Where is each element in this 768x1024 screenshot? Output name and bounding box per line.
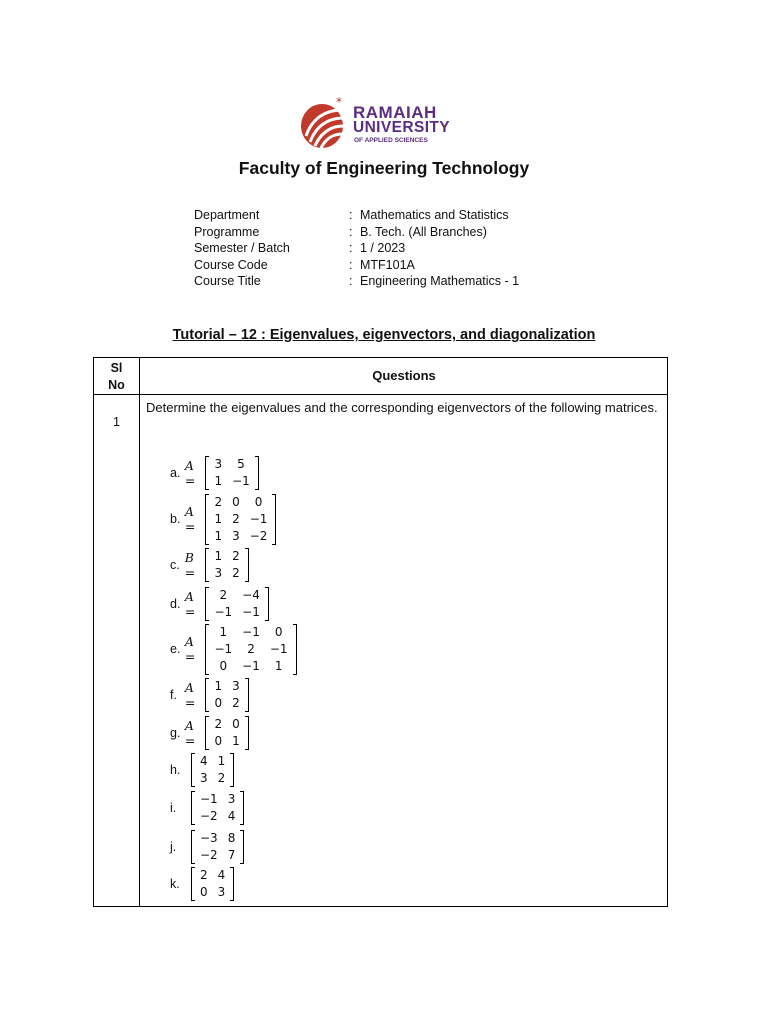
matrix-entry: 0 xyxy=(219,658,228,673)
matrix-lhs: B = xyxy=(184,550,196,580)
matrix-item xyxy=(170,548,249,582)
matrix-entry: −3 xyxy=(200,831,218,845)
item-label: j. xyxy=(170,840,177,854)
matrix-item xyxy=(170,587,269,621)
matrix-item xyxy=(170,456,259,490)
item-label: e. xyxy=(170,642,181,656)
meta-key: Semester / Batch xyxy=(194,241,290,255)
meta-key: Programme xyxy=(194,224,260,239)
matrix-entry: 8 xyxy=(227,831,236,845)
matrix-entry: −1 xyxy=(269,641,288,656)
meta-value: B. Tech. (All Branches) xyxy=(360,224,487,239)
matrix-entry: 5 xyxy=(237,457,245,471)
matrix-entry: 3 xyxy=(227,792,236,806)
course-info xyxy=(194,208,554,291)
matrix-entry: 7 xyxy=(227,848,236,862)
matrix-entry: 1 xyxy=(219,624,228,639)
matrix-entry: 3 xyxy=(214,457,223,471)
matrix-entry: 2 xyxy=(232,696,240,710)
matrix xyxy=(191,867,234,901)
meta-key: Department xyxy=(194,208,260,222)
matrix-entry: −1 xyxy=(232,474,250,488)
item-label: i. xyxy=(170,801,177,815)
matrix-entry: 2 xyxy=(232,549,240,563)
matrix-entry: 2 xyxy=(214,717,223,731)
matrix-entry: 1 xyxy=(274,658,283,673)
meta-value: 1 / 2023 xyxy=(360,241,406,255)
matrix-entry: −4 xyxy=(242,588,260,602)
questions-header: Questions xyxy=(372,368,436,383)
matrix xyxy=(205,716,248,750)
matrix-entry: 0 xyxy=(274,624,283,639)
matrix-entry: 0 xyxy=(254,494,263,509)
meta-row: Course Title : Engineering Mathematics - 1 xyxy=(194,274,520,288)
logo-line-1: RAMAIAH xyxy=(353,103,437,122)
matrix xyxy=(205,624,296,675)
matrix-entry: 2 xyxy=(217,771,226,785)
matrix-entry: 3 xyxy=(217,885,226,899)
faculty-heading: Faculty of Engineering Technology xyxy=(238,158,530,178)
matrix-entry: 2 xyxy=(247,641,255,656)
matrix xyxy=(191,791,244,825)
matrix-entry: 2 xyxy=(219,588,228,602)
item-label: g. xyxy=(170,726,181,740)
matrix-item xyxy=(170,830,244,864)
matrix-lhs: A = xyxy=(184,634,196,664)
matrix-entry: 3 xyxy=(232,679,240,693)
matrix-lhs: A = xyxy=(184,589,196,619)
matrix-entry: −1 xyxy=(249,511,268,526)
item-label: b. xyxy=(170,512,181,526)
item-label: d. xyxy=(170,597,181,611)
matrix xyxy=(191,830,244,864)
matrix-entry: 1 xyxy=(214,511,223,526)
item-label: a. xyxy=(170,466,181,480)
matrix-entry: 4 xyxy=(227,809,236,823)
matrix-item xyxy=(170,678,249,712)
item-label: k. xyxy=(170,877,180,891)
matrix-entry: −1 xyxy=(242,624,260,639)
matrix xyxy=(205,494,276,545)
matrix-entry: 3 xyxy=(214,566,223,580)
matrix-entry: 2 xyxy=(232,511,240,526)
meta-row: Department : Mathematics and Statistics xyxy=(194,208,509,222)
meta-row: Semester / Batch : 1 / 2023 xyxy=(194,241,406,255)
meta-value: MTF101A xyxy=(360,257,415,272)
matrix-item xyxy=(170,716,249,750)
meta-row: Programme : B. Tech. (All Branches) xyxy=(194,224,487,239)
meta-value: Engineering Mathematics - 1 xyxy=(360,274,520,288)
matrix-entry: 1 xyxy=(214,679,223,693)
item-label: h. xyxy=(170,763,181,777)
matrix-entry: 1 xyxy=(214,549,223,563)
matrix-lhs: A = xyxy=(184,504,196,534)
matrix-entry: −2 xyxy=(200,809,218,823)
matrix xyxy=(205,456,258,490)
matrix-lhs: A = xyxy=(184,718,196,748)
matrix-entry: 1 xyxy=(232,734,240,748)
matrix-entry: 4 xyxy=(200,754,208,768)
matrix xyxy=(205,587,268,621)
matrix-entry: 4 xyxy=(217,868,226,882)
matrix-entry: 2 xyxy=(200,868,208,882)
matrix-entry: 2 xyxy=(214,494,223,509)
logo-line-2: UNIVERSITY xyxy=(353,119,451,136)
question-number: 1 xyxy=(112,414,121,429)
tutorial-title: Tutorial – 12 : Eigenvalues, eigenvectors, and diagonalization xyxy=(172,327,596,343)
matrix-entry: 1 xyxy=(214,474,223,488)
meta-key: Course Title xyxy=(194,274,261,288)
matrix-entry: 0 xyxy=(232,494,240,509)
matrix-entry: 0 xyxy=(232,717,240,731)
item-label: c. xyxy=(170,558,180,572)
matrix-entry: 0 xyxy=(200,885,208,899)
matrix xyxy=(191,753,234,787)
matrix-item xyxy=(170,867,234,901)
matrix-entry: −1 xyxy=(242,658,260,673)
matrix-item xyxy=(170,791,244,825)
item-label: f. xyxy=(170,688,177,702)
column-divider xyxy=(139,358,140,906)
matrix-item xyxy=(170,624,297,675)
matrix-entry: 0 xyxy=(214,734,223,748)
question-text: Determine the eigenvalues and the corresponding eigenvectors of the following matrices. xyxy=(146,400,658,415)
meta-row: Course Code : MTF101A xyxy=(194,257,415,272)
matrix-entry: −2 xyxy=(200,848,218,862)
matrix-entry: 1 xyxy=(214,528,223,543)
matrix xyxy=(205,548,248,582)
svg-text:*: * xyxy=(336,96,342,109)
ramaiah-emblem-icon xyxy=(298,96,350,152)
sl-no-header: Sl No xyxy=(108,361,125,392)
logo-line-3: OF APPLIED SCIENCES xyxy=(354,137,428,144)
questions-table xyxy=(93,357,668,907)
matrix-item xyxy=(170,494,276,545)
matrix-entry: −1 xyxy=(214,641,233,656)
matrix-entry: 3 xyxy=(232,528,240,543)
university-logo xyxy=(298,96,473,154)
meta-value: Mathematics and Statistics xyxy=(360,208,509,222)
matrix xyxy=(205,678,248,712)
matrix-entry: −2 xyxy=(249,528,268,543)
matrix-entry: −1 xyxy=(200,792,218,806)
matrix-entry: −1 xyxy=(214,605,233,619)
matrix-entry: 0 xyxy=(214,696,223,710)
matrix-item xyxy=(170,753,234,787)
matrix-lhs: A = xyxy=(184,680,196,710)
matrix-entry: 3 xyxy=(200,771,208,785)
matrix-entry: 2 xyxy=(232,566,240,580)
matrix-entry: 1 xyxy=(217,754,226,768)
matrix-entry: −1 xyxy=(242,605,260,619)
matrix-lhs: A = xyxy=(184,458,196,488)
meta-key: Course Code xyxy=(194,257,268,272)
